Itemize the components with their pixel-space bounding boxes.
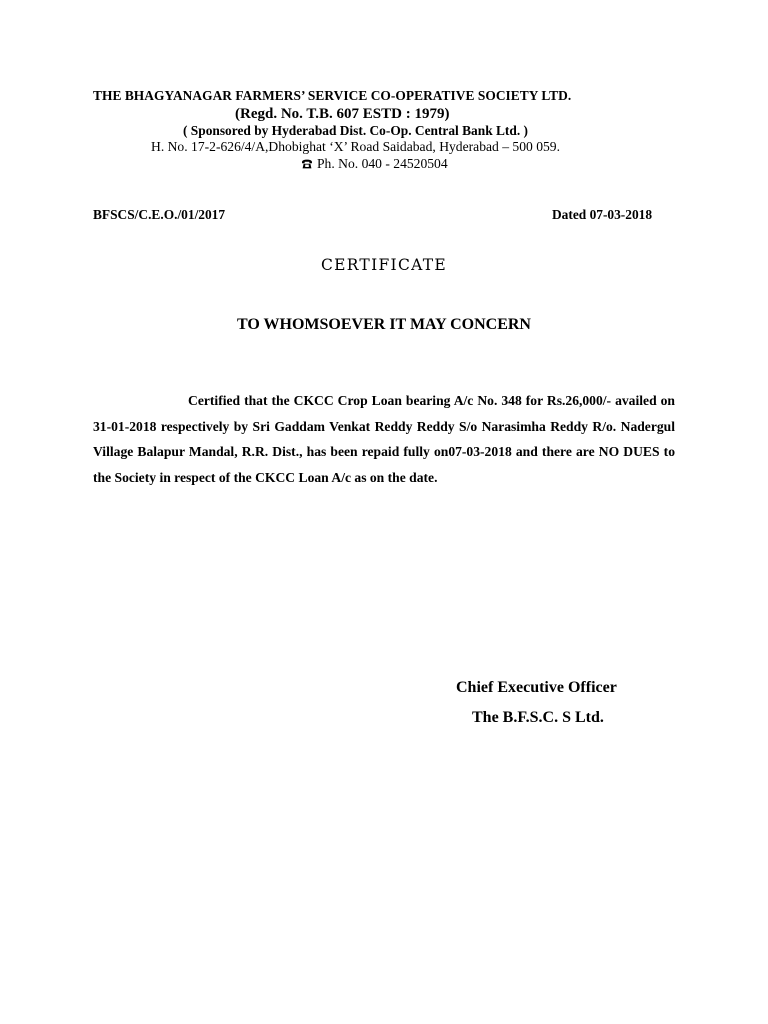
sponsor-line: ( Sponsored by Hyderabad Dist. Co-Op. Central Bank Ltd. ) xyxy=(183,123,528,138)
issue-date: Dated 07-03-2018 xyxy=(552,207,653,222)
concern-heading-text: TO WHOMSOEVER IT MAY CONCERN xyxy=(237,316,531,333)
phone-line xyxy=(301,156,448,172)
reference-number: BFSCS/C.E.O./01/2017 xyxy=(93,207,226,222)
phone-number: Ph. No. 040 - 24520504 xyxy=(317,156,448,171)
concern-heading xyxy=(0,316,768,334)
certificate-title xyxy=(0,256,768,274)
certificate-body: Certified that the CKCC Crop Loan bearing A/c No. 348 for Rs.26,000/- availed on 31-01-2018 respectively by Sri Gaddam Venkat Reddy Reddy S/o Narasimha Reddy R/o. Nadergul Village Balapur Mandal, R.R. Dist., has been repaid fully on07-03-2018 and there are NO DUES to the Society in respect of the CKCC Loan A/c as on the date. xyxy=(93,393,675,485)
certificate-title-text: CERTIFICATE xyxy=(320,256,448,274)
registration-number: (Regd. No. T.B. 607 ESTD : 1979) xyxy=(235,106,450,122)
organization-name: THE BHAGYANAGAR FARMERS’ SERVICE CO-OPERATIVE SOCIETY LTD. xyxy=(93,88,572,103)
telephone-icon xyxy=(301,159,313,169)
signatory-designation: Chief Executive Officer xyxy=(456,679,617,696)
address-line: H. No. 17-2-626/4/A,Dhobighat ‘X’ Road Saidabad, Hyderabad – 500 059. xyxy=(151,139,560,154)
signatory-organization: The B.F.S.C. S Ltd. xyxy=(472,709,604,726)
